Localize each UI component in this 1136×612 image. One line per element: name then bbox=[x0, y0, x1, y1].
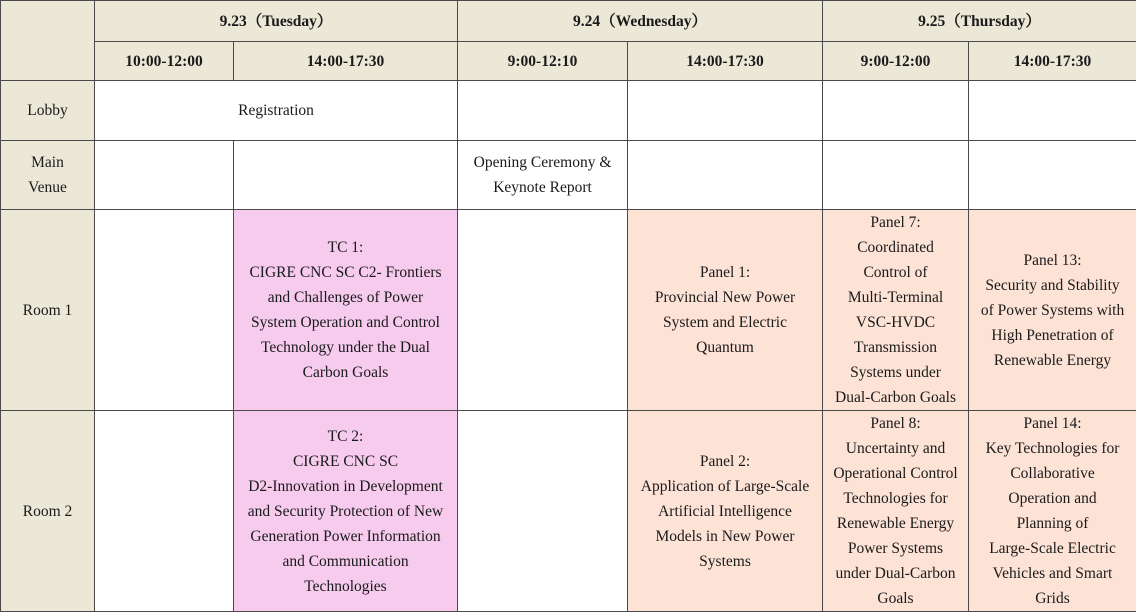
session-tc2 bbox=[234, 411, 458, 612]
session-text-line: Power Systems bbox=[827, 536, 964, 561]
session-text-line: Key Technologies for bbox=[973, 436, 1132, 461]
session-text-line: Technologies bbox=[238, 574, 453, 599]
session-text-line: Panel 8: bbox=[827, 411, 964, 436]
session-text-line: Uncertainty and bbox=[827, 436, 964, 461]
session-text-line: and Communication bbox=[238, 549, 453, 574]
session-text-line: System and Electric bbox=[632, 310, 818, 335]
session-text-line: Operation and bbox=[973, 486, 1132, 511]
empty-cell bbox=[458, 81, 628, 141]
session-text-line: Provincial New Power bbox=[632, 285, 818, 310]
date-header-day3: 9.25（Thursday） bbox=[823, 1, 1136, 42]
registration-cell: Registration bbox=[95, 81, 458, 141]
empty-cell bbox=[458, 210, 628, 411]
session-text-line: Panel 7: bbox=[827, 210, 964, 235]
time-header-row bbox=[1, 42, 1136, 81]
session-panel13 bbox=[969, 210, 1136, 411]
session-text-line: under Dual-Carbon bbox=[827, 561, 964, 586]
empty-cell bbox=[95, 141, 234, 210]
time-slot-day1-pm: 14:00-17:30 bbox=[234, 42, 458, 81]
session-text-line: Large-Scale Electric bbox=[973, 536, 1132, 561]
session-text-line: Renewable Energy bbox=[973, 348, 1132, 373]
session-text-line: Renewable Energy bbox=[827, 511, 964, 536]
session-text-line: Generation Power Information bbox=[238, 524, 453, 549]
row-label-main-venue bbox=[1, 141, 95, 210]
empty-cell bbox=[458, 411, 628, 612]
opening-ceremony-cell bbox=[458, 141, 628, 210]
session-text-line: Keynote Report bbox=[462, 175, 623, 200]
session-text-line: Collaborative bbox=[973, 461, 1132, 486]
session-panel1 bbox=[628, 210, 823, 411]
time-slot-day2-pm: 14:00-17:30 bbox=[628, 42, 823, 81]
session-text-line: TC 1: bbox=[238, 235, 453, 260]
room2-row bbox=[1, 411, 1136, 612]
empty-cell bbox=[95, 210, 234, 411]
session-text-line: Technology under the Dual bbox=[238, 335, 453, 360]
empty-cell bbox=[95, 411, 234, 612]
session-text-line: Multi-Terminal bbox=[827, 285, 964, 310]
date-header-day2: 9.24（Wednesday） bbox=[458, 1, 823, 42]
session-text-line: VSC-HVDC bbox=[827, 310, 964, 335]
session-text-line: of Power Systems with bbox=[973, 298, 1132, 323]
empty-cell bbox=[969, 141, 1136, 210]
date-header-day1: 9.23（Tuesday） bbox=[95, 1, 458, 42]
session-text-line: Opening Ceremony & bbox=[462, 150, 623, 175]
session-text-line: Vehicles and Smart bbox=[973, 561, 1132, 586]
session-tc1 bbox=[234, 210, 458, 411]
lobby-row bbox=[1, 81, 1136, 141]
session-text-line: Goals bbox=[827, 586, 964, 611]
empty-cell bbox=[628, 141, 823, 210]
main-venue-row bbox=[1, 141, 1136, 210]
session-text-line: Carbon Goals bbox=[238, 360, 453, 385]
session-text-line: CIGRE CNC SC C2- Frontiers bbox=[238, 260, 453, 285]
session-text-line: Quantum bbox=[632, 335, 818, 360]
session-text-line: D2-Innovation in Development bbox=[238, 474, 453, 499]
session-text-line: Planning of bbox=[973, 511, 1132, 536]
time-slot-day3-am: 9:00-12:00 bbox=[823, 42, 969, 81]
session-text-line: Operational Control bbox=[827, 461, 964, 486]
row-label-line: Main bbox=[5, 150, 90, 175]
session-text-line: Security and Stability bbox=[973, 273, 1132, 298]
session-text-line: Systems bbox=[632, 549, 818, 574]
empty-cell bbox=[969, 81, 1136, 141]
session-text-line: and Security Protection of New bbox=[238, 499, 453, 524]
corner-cell bbox=[1, 1, 95, 81]
row-label-line: Venue bbox=[5, 175, 90, 200]
session-text-line: Models in New Power bbox=[632, 524, 818, 549]
session-text-line: System Operation and Control bbox=[238, 310, 453, 335]
session-text-line: Coordinated bbox=[827, 235, 964, 260]
room1-row bbox=[1, 210, 1136, 411]
row-label-lobby: Lobby bbox=[1, 81, 95, 141]
session-text-line: Panel 1: bbox=[632, 260, 818, 285]
session-panel8 bbox=[823, 411, 969, 612]
row-label-room1: Room 1 bbox=[1, 210, 95, 411]
session-text-line: and Challenges of Power bbox=[238, 285, 453, 310]
session-text-line: Dual-Carbon Goals bbox=[827, 385, 964, 410]
session-text-line: Artificial Intelligence bbox=[632, 499, 818, 524]
time-slot-day2-am: 9:00-12:10 bbox=[458, 42, 628, 81]
date-header-row bbox=[1, 1, 1136, 42]
session-text-line: Technologies for bbox=[827, 486, 964, 511]
time-slot-day1-am: 10:00-12:00 bbox=[95, 42, 234, 81]
empty-cell bbox=[628, 81, 823, 141]
session-panel7 bbox=[823, 210, 969, 411]
session-text-line: Transmission bbox=[827, 335, 964, 360]
session-text-line: TC 2: bbox=[238, 424, 453, 449]
session-text-line: Control of bbox=[827, 260, 964, 285]
session-text-line: Grids bbox=[973, 586, 1132, 611]
session-text-line: CIGRE CNC SC bbox=[238, 449, 453, 474]
empty-cell bbox=[823, 141, 969, 210]
session-text-line: Application of Large-Scale bbox=[632, 474, 818, 499]
session-panel2 bbox=[628, 411, 823, 612]
session-text-line: High Penetration of bbox=[973, 323, 1132, 348]
session-text-line: Panel 14: bbox=[973, 411, 1132, 436]
session-panel14 bbox=[969, 411, 1136, 612]
session-text-line: Panel 13: bbox=[973, 248, 1132, 273]
empty-cell bbox=[234, 141, 458, 210]
session-text-line: Systems under bbox=[827, 360, 964, 385]
time-slot-day3-pm: 14:00-17:30 bbox=[969, 42, 1136, 81]
row-label-room2: Room 2 bbox=[1, 411, 95, 612]
empty-cell bbox=[823, 81, 969, 141]
session-text-line: Panel 2: bbox=[632, 449, 818, 474]
